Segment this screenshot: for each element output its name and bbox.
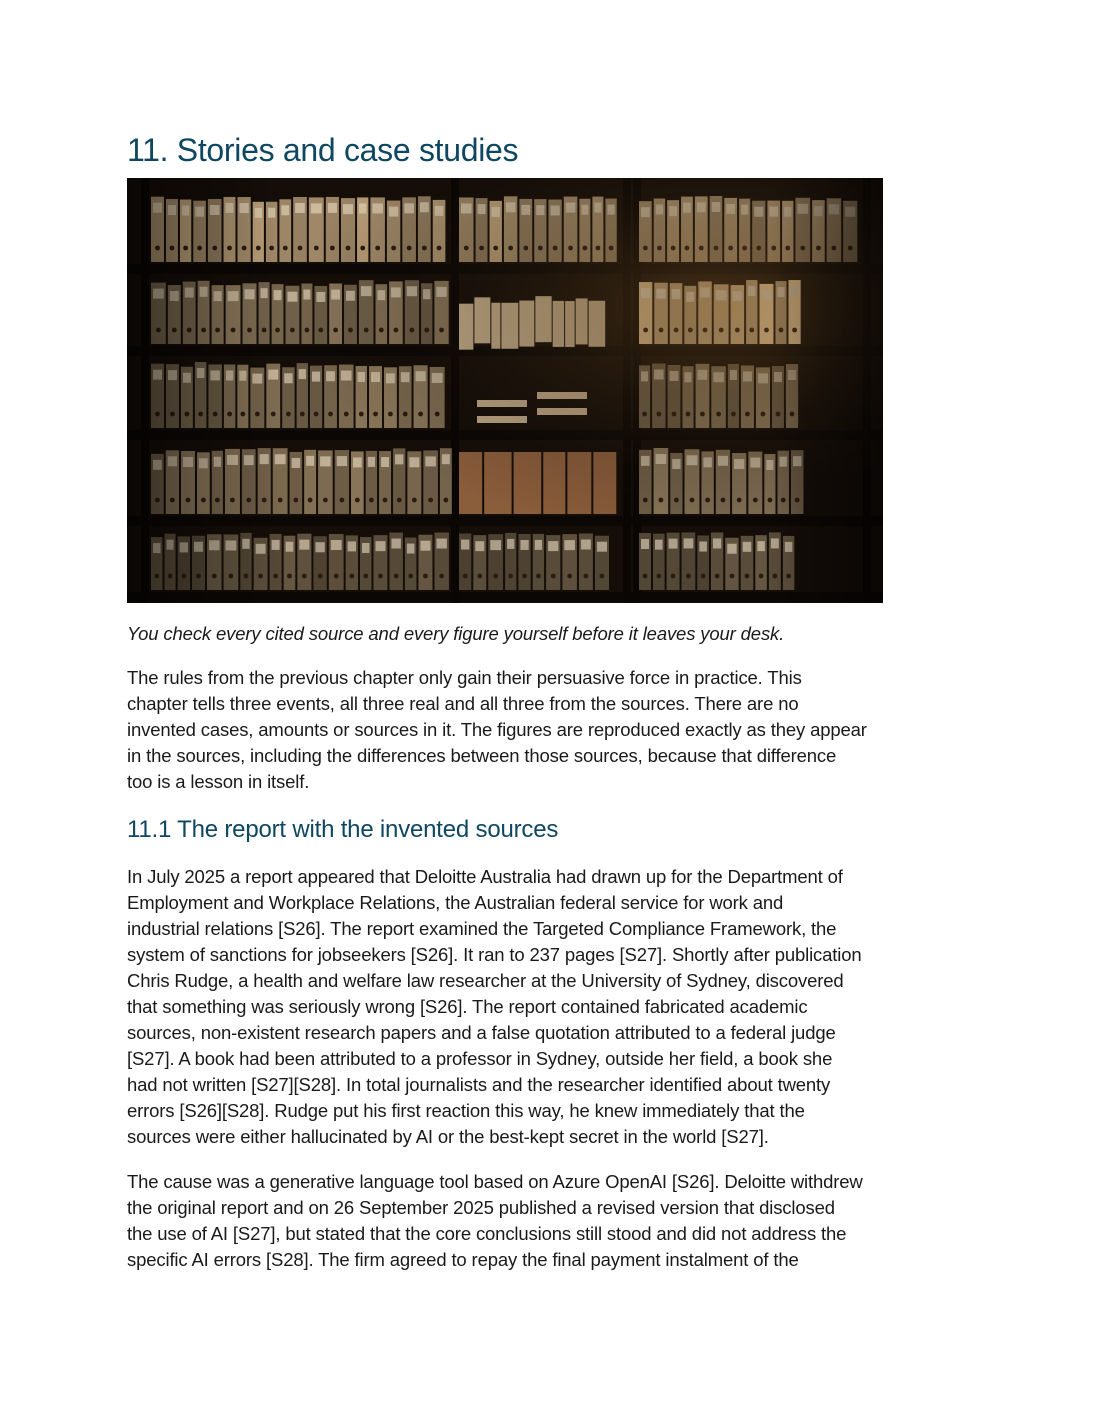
text-line: errors [S26][S28]. Rudge put his first reaction this way, he knew immediately that the <box>127 1100 805 1121</box>
text-line: in the sources, including the differences between those sources, because that difference <box>127 745 837 766</box>
text-line: sources were either hallucinated by AI or the best-kept secret in the world [S27]. <box>127 1126 769 1147</box>
archive-shelves-photo <box>127 178 883 603</box>
text-line: invented cases, amounts or sources in it. The figures are reproduced exactly as they appear <box>127 719 867 740</box>
text-line: In July 2025 a report appeared that Deloitte Australia had drawn up for the Department of <box>127 866 843 887</box>
text-line: had not written [S27][S28]. In total journalists and the researcher identified about twenty <box>127 1074 831 1095</box>
section-heading: 11.1 The report with the invented sources <box>127 816 559 843</box>
text-line: the original report and on 26 September 2025 published a revised version that disclosed <box>127 1197 835 1218</box>
text-line: too is a lesson in itself. <box>127 771 310 792</box>
text-line: system of sanctions for jobseekers [S26]. It ran to 237 pages [S27]. Shortly after publication <box>127 944 862 965</box>
text-line: specific AI errors [S28]. The firm agreed to repay the final payment instalment of the <box>127 1249 799 1270</box>
text-line: [S27]. A book had been attributed to a professor in Sydney, outside her field, a book she <box>127 1048 833 1069</box>
text-line: The rules from the previous chapter only gain their persuasive force in practice. This <box>127 667 802 688</box>
intro-paragraph <box>127 665 867 795</box>
body-paragraph <box>127 1169 863 1273</box>
text-line: Employment and Workplace Relations, the Australian federal service for work and <box>127 892 784 913</box>
chapter-title: 11. Stories and case studies <box>127 132 519 168</box>
text-line: the use of AI [S27], but stated that the core conclusions still stood and did not address the <box>127 1223 847 1244</box>
body-paragraph <box>127 864 862 1150</box>
text-line: Chris Rudge, a health and welfare law researcher at the University of Sydney, discovered <box>127 970 844 991</box>
text-line: chapter tells three events, all three real and all three from the sources. There are no <box>127 693 799 714</box>
figure-caption: You check every cited source and every figure yourself before it leaves your desk. <box>127 623 785 644</box>
text-line: industrial relations [S26]. The report examined the Targeted Compliance Framework, the <box>127 918 837 939</box>
text-line: The cause was a generative language tool based on Azure OpenAI [S26]. Deloitte withdrew <box>127 1171 863 1192</box>
text-line: sources, non-existent research papers and a false quotation attributed to a federal judge <box>127 1022 836 1043</box>
text-line: that something was seriously wrong [S26]. The report contained fabricated academic <box>127 996 808 1017</box>
shelf-illustration <box>127 178 883 603</box>
